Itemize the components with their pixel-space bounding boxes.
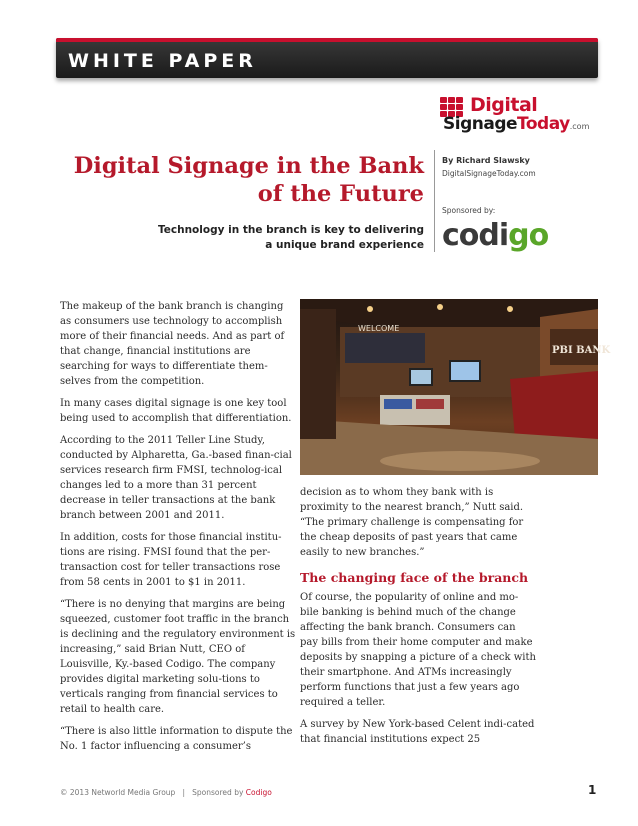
paragraph: A survey by New York-based Celent indi-cated that financial institutions expect 25 bbox=[300, 719, 535, 745]
welcome-sign: WELCOME bbox=[358, 324, 400, 333]
section-heading: The changing face of the branch bbox=[300, 570, 529, 585]
page-number: 1 bbox=[588, 783, 597, 797]
document-subtitle: Technology in the branch is key to delivering a unique brand experience bbox=[157, 224, 424, 251]
banner-label: WHITE PAPER bbox=[68, 50, 257, 72]
bank-branch-photo bbox=[300, 299, 611, 475]
white-paper-banner bbox=[56, 38, 598, 78]
sponsored-label: Sponsored by: bbox=[442, 206, 496, 215]
logo-word-digital: Digital bbox=[470, 94, 538, 116]
bank-interior-illustration bbox=[300, 299, 611, 475]
paragraph: decision as to whom they bank with is proximity to the nearest branch,” Nutt said. “The primary challenge is compensating for the cheap deposits of past years that came easily to new branches.” bbox=[300, 487, 524, 558]
paragraph: In addition, costs for those financial institu-tions are rising. FMSI found that the per-transaction cost for teller transactions rose from 58 cents in 2001 to $1 in 2011. bbox=[60, 532, 282, 588]
header-divider bbox=[434, 150, 435, 252]
paragraph: “There is no denying that margins are being squeezed, customer foot traffic in the branch is declining and the regulatory environment is increasing,” said Brian Nutt, CEO of Louisville, Ky.-based Codigo. The company provides digital marketing solu-tions to verticals ranging from financial services to retail to health care. bbox=[60, 599, 296, 715]
banner-accent-stripe bbox=[56, 38, 598, 42]
paragraph: “There is also little information to dispute the No. 1 factor influencing a consumer’s bbox=[60, 726, 293, 752]
paragraph: According to the 2011 Teller Line Study, conducted by Alpharetta, Ga.-based finan-cial services research firm FMSI, technolog-ical changes led to a more than 31 percent decrease in teller transactions at the bank branch between 2001 and 2011. bbox=[60, 435, 292, 521]
brand-sign: PBI BANK bbox=[552, 345, 611, 356]
left-text-column bbox=[60, 299, 296, 761]
right-text-column bbox=[300, 485, 536, 754]
author-site: DigitalSignageToday.com bbox=[442, 169, 536, 178]
paragraph: The makeup of the bank branch is changing as consumers use technology to accomplish more of their financial needs. And as part of that change, financial institutions are searching for ways to differentiate them-selves from the competition. bbox=[60, 301, 285, 387]
author-byline: By Richard Slawsky bbox=[442, 156, 530, 165]
paragraph: Of course, the popularity of online and mo-bile banking is behind much of the change affecting the bank branch. Consumers can pay bills from their home computer and make deposits by snapping a picture of a check with their smartphone. And ATMs increasingly perform functions that just a few years ago required a teller. bbox=[300, 592, 536, 708]
page-footer bbox=[60, 788, 272, 797]
digital-signage-today-logo bbox=[440, 96, 600, 138]
sponsored-prefix: Sponsored by bbox=[192, 788, 244, 797]
paragraph: In many cases digital signage is one key tool being used to accomplish that differentiation. bbox=[60, 398, 292, 424]
footer-separator: | bbox=[182, 788, 185, 797]
document-title: Digital Signage in the Bank of the Future bbox=[73, 153, 424, 207]
codigo-logo: codigo bbox=[442, 218, 549, 253]
copyright: © 2013 Networld Media Group bbox=[60, 788, 176, 797]
footer-sponsor-link: Codigo bbox=[245, 788, 272, 797]
logo-word-signagetoday: SignageToday.com bbox=[443, 114, 590, 134]
